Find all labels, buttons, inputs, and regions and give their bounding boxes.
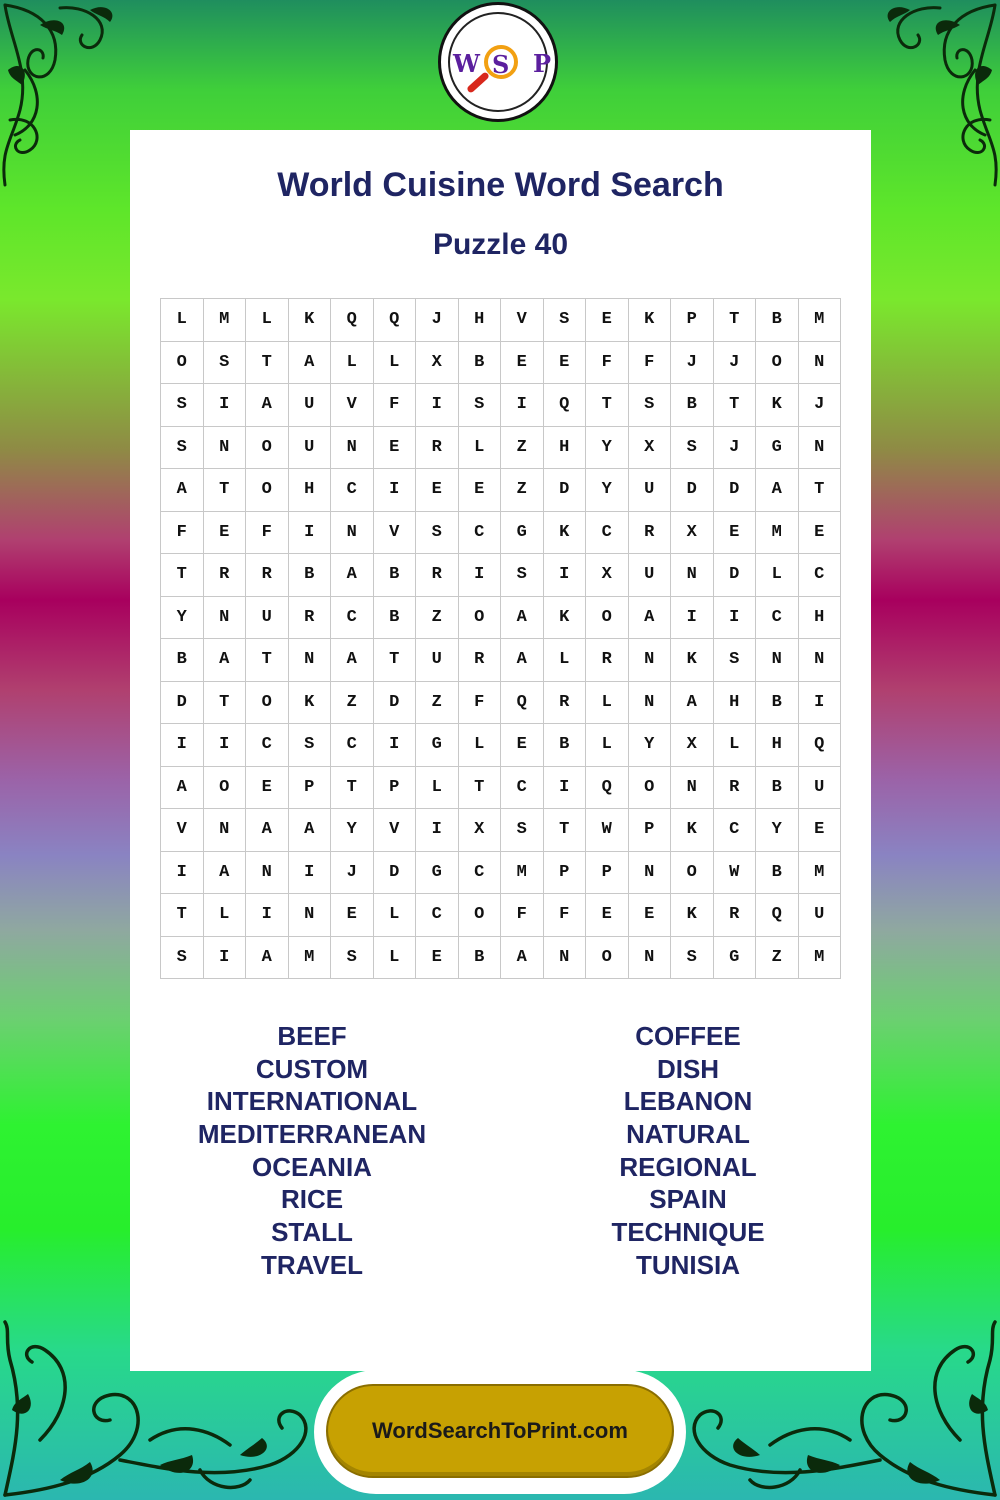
grid-cell[interactable]: I: [204, 384, 247, 427]
grid-cell[interactable]: K: [544, 597, 587, 640]
grid-cell[interactable]: P: [629, 809, 672, 852]
grid-cell[interactable]: C: [714, 809, 757, 852]
grid-cell[interactable]: H: [459, 299, 502, 342]
grid-cell[interactable]: N: [204, 427, 247, 470]
grid-cell[interactable]: L: [586, 682, 629, 725]
word-item: TRAVEL: [260, 1249, 364, 1280]
grid-cell[interactable]: S: [544, 299, 587, 342]
puzzle-subtitle: Puzzle 40: [432, 228, 569, 261]
grid-cell[interactable]: L: [246, 299, 289, 342]
grid-cell[interactable]: C: [459, 512, 502, 555]
grid-cell[interactable]: X: [416, 342, 459, 385]
grid-cell[interactable]: P: [586, 852, 629, 895]
grid-cell[interactable]: W: [714, 852, 757, 895]
grid-cell[interactable]: R: [459, 639, 502, 682]
grid-cell[interactable]: T: [161, 894, 204, 937]
grid-cell[interactable]: A: [501, 597, 544, 640]
grid-cell[interactable]: T: [714, 384, 757, 427]
grid-cell[interactable]: M: [289, 937, 332, 980]
grid-cell[interactable]: O: [459, 894, 502, 937]
word-item: DISH: [656, 1053, 720, 1084]
grid-cell[interactable]: C: [586, 512, 629, 555]
grid-cell[interactable]: T: [799, 469, 842, 512]
grid-cell[interactable]: A: [204, 639, 247, 682]
grid-cell[interactable]: T: [459, 767, 502, 810]
grid-cell[interactable]: Q: [374, 299, 417, 342]
grid-cell[interactable]: M: [204, 299, 247, 342]
grid-cell[interactable]: X: [671, 724, 714, 767]
grid-cell[interactable]: T: [204, 469, 247, 512]
grid-cell[interactable]: V: [374, 809, 417, 852]
logo-letter-s: S: [492, 50, 510, 79]
word-item: COFFEE: [635, 1021, 741, 1051]
grid-cell[interactable]: Q: [331, 299, 374, 342]
word-item: CUSTOM: [255, 1053, 369, 1084]
grid-cell[interactable]: N: [799, 427, 842, 470]
grid-cell[interactable]: N: [331, 512, 374, 555]
grid-cell[interactable]: T: [714, 299, 757, 342]
grid-cell[interactable]: C: [331, 724, 374, 767]
grid-cell[interactable]: A: [501, 937, 544, 980]
grid-cell[interactable]: S: [501, 809, 544, 852]
grid-cell[interactable]: W: [586, 809, 629, 852]
grid-cell[interactable]: E: [374, 427, 417, 470]
grid-cell[interactable]: F: [501, 894, 544, 937]
grid-cell[interactable]: G: [416, 852, 459, 895]
grid-cell[interactable]: C: [331, 597, 374, 640]
grid-cell[interactable]: M: [799, 937, 842, 980]
grid-cell[interactable]: I: [416, 384, 459, 427]
grid-cell[interactable]: F: [629, 342, 672, 385]
grid-cell[interactable]: A: [756, 469, 799, 512]
puzzle-title: World Cuisine Word Search: [277, 166, 724, 204]
grid-cell[interactable]: C: [331, 469, 374, 512]
grid-cell[interactable]: Q: [756, 894, 799, 937]
grid-cell[interactable]: B: [374, 554, 417, 597]
grid-cell[interactable]: T: [204, 682, 247, 725]
grid-cell[interactable]: J: [714, 342, 757, 385]
grid-cell[interactable]: L: [459, 427, 502, 470]
grid-cell[interactable]: K: [671, 639, 714, 682]
grid-cell[interactable]: Q: [586, 767, 629, 810]
grid-cell[interactable]: N: [671, 767, 714, 810]
grid-cell[interactable]: Y: [586, 469, 629, 512]
grid-cell[interactable]: X: [586, 554, 629, 597]
grid-cell[interactable]: B: [374, 597, 417, 640]
grid-cell[interactable]: L: [161, 299, 204, 342]
grid-cell[interactable]: J: [671, 342, 714, 385]
grid-cell[interactable]: E: [586, 894, 629, 937]
grid-cell[interactable]: R: [416, 554, 459, 597]
word-item: RICE: [280, 1184, 344, 1215]
grid-cell[interactable]: I: [416, 809, 459, 852]
grid-cell[interactable]: E: [544, 342, 587, 385]
grid-cell[interactable]: E: [714, 512, 757, 555]
grid-cell[interactable]: Q: [501, 682, 544, 725]
grid-cell[interactable]: U: [289, 427, 332, 470]
grid-cell[interactable]: L: [204, 894, 247, 937]
grid-cell[interactable]: E: [799, 512, 842, 555]
grid-cell[interactable]: E: [416, 937, 459, 980]
grid-cell[interactable]: K: [289, 682, 332, 725]
grid-cell[interactable]: S: [161, 384, 204, 427]
grid-cell[interactable]: X: [671, 512, 714, 555]
grid-cell[interactable]: U: [799, 894, 842, 937]
grid-cell[interactable]: S: [671, 427, 714, 470]
grid-cell[interactable]: K: [671, 809, 714, 852]
grid-cell[interactable]: A: [161, 469, 204, 512]
grid-cell[interactable]: R: [246, 554, 289, 597]
grid-cell[interactable]: H: [289, 469, 332, 512]
grid-cell[interactable]: P: [671, 299, 714, 342]
grid-cell[interactable]: N: [629, 682, 672, 725]
grid-cell[interactable]: G: [714, 937, 757, 980]
grid-cell[interactable]: T: [161, 554, 204, 597]
grid-cell[interactable]: I: [501, 384, 544, 427]
grid-cell[interactable]: A: [161, 767, 204, 810]
grid-cell[interactable]: A: [246, 809, 289, 852]
grid-cell[interactable]: C: [756, 597, 799, 640]
grid-cell[interactable]: B: [459, 937, 502, 980]
grid-cell[interactable]: Y: [331, 809, 374, 852]
word-item: MEDITERRANEAN: [197, 1119, 427, 1150]
word-item: SPAIN: [649, 1184, 727, 1215]
grid-cell[interactable]: O: [161, 342, 204, 385]
grid-cell[interactable]: S: [671, 937, 714, 980]
grid-cell[interactable]: M: [799, 852, 842, 895]
grid-cell[interactable]: L: [331, 342, 374, 385]
grid-cell[interactable]: L: [544, 639, 587, 682]
grid-cell[interactable]: I: [544, 554, 587, 597]
puzzle-card: [130, 130, 871, 1371]
grid-cell[interactable]: E: [629, 894, 672, 937]
grid-cell[interactable]: P: [289, 767, 332, 810]
word-item: BEEF: [277, 1021, 347, 1051]
grid-cell[interactable]: I: [246, 894, 289, 937]
grid-cell[interactable]: L: [714, 724, 757, 767]
grid-cell[interactable]: I: [544, 767, 587, 810]
grid-cell[interactable]: T: [544, 809, 587, 852]
grid-cell[interactable]: N: [629, 852, 672, 895]
grid-cell[interactable]: D: [714, 554, 757, 597]
grid-cell[interactable]: S: [161, 937, 204, 980]
word-item: REGIONAL: [619, 1151, 757, 1182]
grid-cell[interactable]: H: [799, 597, 842, 640]
grid-cell[interactable]: E: [204, 512, 247, 555]
word-list-left: [162, 1020, 462, 1282]
grid-cell[interactable]: Y: [756, 809, 799, 852]
grid-cell[interactable]: F: [374, 384, 417, 427]
grid-cell[interactable]: Z: [416, 597, 459, 640]
grid-cell[interactable]: T: [586, 384, 629, 427]
grid-cell[interactable]: E: [246, 767, 289, 810]
grid-cell[interactable]: X: [459, 809, 502, 852]
grid-cell[interactable]: I: [671, 597, 714, 640]
grid-cell[interactable]: C: [416, 894, 459, 937]
grid-cell[interactable]: S: [714, 639, 757, 682]
grid-cell[interactable]: I: [289, 512, 332, 555]
grid-cell[interactable]: O: [246, 427, 289, 470]
grid-cell[interactable]: E: [331, 894, 374, 937]
grid-cell[interactable]: K: [756, 384, 799, 427]
grid-cell[interactable]: B: [544, 724, 587, 767]
grid-cell[interactable]: I: [204, 724, 247, 767]
grid-cell[interactable]: R: [204, 554, 247, 597]
grid-cell[interactable]: O: [204, 767, 247, 810]
grid-cell[interactable]: B: [671, 384, 714, 427]
grid-cell[interactable]: D: [671, 469, 714, 512]
grid-cell[interactable]: B: [756, 852, 799, 895]
grid-cell[interactable]: S: [501, 554, 544, 597]
grid-cell[interactable]: U: [416, 639, 459, 682]
grid-cell[interactable]: G: [416, 724, 459, 767]
grid-cell[interactable]: O: [586, 937, 629, 980]
grid-cell[interactable]: N: [204, 809, 247, 852]
grid-cell[interactable]: A: [629, 597, 672, 640]
grid-cell[interactable]: J: [416, 299, 459, 342]
grid-cell[interactable]: N: [544, 937, 587, 980]
grid-cell[interactable]: L: [459, 724, 502, 767]
grid-cell[interactable]: T: [331, 767, 374, 810]
grid-cell[interactable]: E: [501, 724, 544, 767]
grid-cell[interactable]: R: [289, 597, 332, 640]
grid-cell[interactable]: R: [416, 427, 459, 470]
grid-cell[interactable]: N: [246, 852, 289, 895]
grid-cell[interactable]: I: [204, 937, 247, 980]
grid-cell[interactable]: Z: [416, 682, 459, 725]
grid-cell[interactable]: B: [459, 342, 502, 385]
grid-cell[interactable]: V: [374, 512, 417, 555]
grid-cell[interactable]: E: [416, 469, 459, 512]
grid-cell[interactable]: S: [161, 427, 204, 470]
grid-cell[interactable]: O: [459, 597, 502, 640]
grid-cell[interactable]: S: [204, 342, 247, 385]
grid-cell[interactable]: N: [289, 894, 332, 937]
word-list-right: [538, 1020, 838, 1282]
grid-cell[interactable]: A: [289, 342, 332, 385]
grid-cell[interactable]: C: [799, 554, 842, 597]
grid-cell[interactable]: I: [161, 724, 204, 767]
word-item: STALL: [271, 1217, 353, 1248]
grid-cell[interactable]: V: [501, 299, 544, 342]
grid-cell[interactable]: S: [459, 384, 502, 427]
grid-cell[interactable]: K: [629, 299, 672, 342]
grid-cell[interactable]: F: [246, 512, 289, 555]
grid-cell[interactable]: E: [501, 342, 544, 385]
grid-cell[interactable]: D: [374, 852, 417, 895]
grid-cell[interactable]: H: [544, 427, 587, 470]
site-badge: [314, 1370, 686, 1494]
grid-cell[interactable]: F: [544, 894, 587, 937]
grid-cell[interactable]: Z: [331, 682, 374, 725]
grid-cell[interactable]: B: [161, 639, 204, 682]
grid-cell[interactable]: Z: [501, 427, 544, 470]
ornament-top-left-icon: [0, 0, 150, 190]
grid-cell[interactable]: B: [756, 767, 799, 810]
grid-cell[interactable]: A: [246, 384, 289, 427]
word-item: TECHNIQUE: [611, 1217, 765, 1248]
grid-cell[interactable]: S: [629, 384, 672, 427]
grid-cell[interactable]: Y: [161, 597, 204, 640]
grid-cell[interactable]: D: [161, 682, 204, 725]
grid-cell[interactable]: N: [799, 639, 842, 682]
grid-cell[interactable]: U: [629, 554, 672, 597]
grid-cell[interactable]: T: [246, 342, 289, 385]
grid-cell[interactable]: X: [629, 427, 672, 470]
word-item: LEBANON: [623, 1086, 753, 1117]
grid-cell[interactable]: A: [331, 639, 374, 682]
grid-cell[interactable]: I: [459, 554, 502, 597]
grid-cell[interactable]: N: [204, 597, 247, 640]
grid-cell[interactable]: F: [459, 682, 502, 725]
grid-cell[interactable]: T: [374, 639, 417, 682]
grid-cell[interactable]: O: [246, 469, 289, 512]
grid-cell[interactable]: U: [246, 597, 289, 640]
grid-cell[interactable]: H: [756, 724, 799, 767]
grid-cell[interactable]: E: [799, 809, 842, 852]
grid-cell[interactable]: Q: [799, 724, 842, 767]
grid-cell[interactable]: R: [544, 682, 587, 725]
grid-cell[interactable]: I: [714, 597, 757, 640]
grid-cell[interactable]: S: [331, 937, 374, 980]
grid-cell[interactable]: C: [246, 724, 289, 767]
grid-cell[interactable]: N: [756, 639, 799, 682]
word-item: TUNISIA: [636, 1249, 740, 1280]
grid-cell[interactable]: N: [289, 639, 332, 682]
grid-cell[interactable]: I: [374, 724, 417, 767]
grid-cell[interactable]: I: [289, 852, 332, 895]
grid-cell[interactable]: P: [374, 767, 417, 810]
grid-cell[interactable]: K: [289, 299, 332, 342]
grid-cell[interactable]: O: [586, 597, 629, 640]
grid-cell[interactable]: L: [586, 724, 629, 767]
grid-cell[interactable]: A: [331, 554, 374, 597]
grid-cell[interactable]: O: [756, 342, 799, 385]
word-item: INTERNATIONAL: [206, 1086, 418, 1117]
grid-cell[interactable]: U: [289, 384, 332, 427]
grid-cell[interactable]: A: [289, 809, 332, 852]
ornament-top-right-icon: [850, 0, 1000, 190]
word-item: NATURAL: [626, 1119, 750, 1150]
grid-cell[interactable]: U: [629, 469, 672, 512]
grid-cell[interactable]: R: [629, 512, 672, 555]
grid-cell[interactable]: K: [544, 512, 587, 555]
grid-cell[interactable]: O: [629, 767, 672, 810]
word-item: OCEANIA: [252, 1151, 372, 1182]
grid-cell[interactable]: M: [799, 299, 842, 342]
grid-cell[interactable]: D: [544, 469, 587, 512]
grid-cell[interactable]: M: [501, 852, 544, 895]
grid-cell[interactable]: K: [671, 894, 714, 937]
grid-cell[interactable]: C: [459, 852, 502, 895]
grid-cell[interactable]: Z: [756, 937, 799, 980]
grid-cell[interactable]: Y: [586, 427, 629, 470]
grid-cell[interactable]: B: [756, 682, 799, 725]
grid-cell[interactable]: V: [331, 384, 374, 427]
grid-cell[interactable]: L: [374, 342, 417, 385]
grid-cell[interactable]: Q: [544, 384, 587, 427]
grid-cell[interactable]: L: [374, 894, 417, 937]
logo-letter-w: W: [453, 49, 480, 78]
wsp-logo[interactable]: [438, 2, 558, 122]
grid-cell[interactable]: C: [501, 767, 544, 810]
grid-cell[interactable]: I: [374, 469, 417, 512]
grid-cell[interactable]: A: [501, 639, 544, 682]
grid-cell[interactable]: D: [374, 682, 417, 725]
grid-cell[interactable]: N: [799, 342, 842, 385]
grid-cell[interactable]: V: [161, 809, 204, 852]
grid-cell[interactable]: E: [459, 469, 502, 512]
grid-cell[interactable]: U: [799, 767, 842, 810]
grid-cell[interactable]: O: [246, 682, 289, 725]
grid-cell[interactable]: N: [671, 554, 714, 597]
grid-cell[interactable]: N: [331, 427, 374, 470]
grid-cell[interactable]: L: [756, 554, 799, 597]
grid-cell[interactable]: O: [671, 852, 714, 895]
letter-grid: [160, 298, 841, 979]
grid-cell[interactable]: B: [289, 554, 332, 597]
grid-cell[interactable]: G: [501, 512, 544, 555]
grid-cell[interactable]: L: [374, 937, 417, 980]
grid-cell[interactable]: R: [586, 639, 629, 682]
grid-cell[interactable]: M: [756, 512, 799, 555]
site-link-button[interactable]: WordSearchToPrint.com: [326, 1384, 674, 1478]
grid-cell[interactable]: J: [331, 852, 374, 895]
grid-cell[interactable]: D: [714, 469, 757, 512]
grid-cell[interactable]: N: [629, 937, 672, 980]
grid-cell[interactable]: G: [756, 427, 799, 470]
logo-letter-p: P: [533, 49, 552, 78]
grid-cell[interactable]: I: [161, 852, 204, 895]
grid-cell[interactable]: P: [544, 852, 587, 895]
grid-cell[interactable]: A: [204, 852, 247, 895]
grid-cell[interactable]: Y: [629, 724, 672, 767]
grid-cell[interactable]: H: [714, 682, 757, 725]
grid-cell[interactable]: J: [714, 427, 757, 470]
grid-cell[interactable]: L: [416, 767, 459, 810]
grid-cell[interactable]: N: [629, 639, 672, 682]
grid-cell[interactable]: F: [161, 512, 204, 555]
grid-cell[interactable]: E: [586, 299, 629, 342]
grid-cell[interactable]: S: [416, 512, 459, 555]
grid-cell[interactable]: I: [799, 682, 842, 725]
grid-cell[interactable]: J: [799, 384, 842, 427]
grid-cell[interactable]: A: [671, 682, 714, 725]
grid-cell[interactable]: T: [246, 639, 289, 682]
grid-cell[interactable]: Z: [501, 469, 544, 512]
grid-cell[interactable]: S: [289, 724, 332, 767]
grid-cell[interactable]: F: [586, 342, 629, 385]
grid-cell[interactable]: R: [714, 894, 757, 937]
grid-cell[interactable]: A: [246, 937, 289, 980]
grid-cell[interactable]: R: [714, 767, 757, 810]
grid-cell[interactable]: B: [756, 299, 799, 342]
